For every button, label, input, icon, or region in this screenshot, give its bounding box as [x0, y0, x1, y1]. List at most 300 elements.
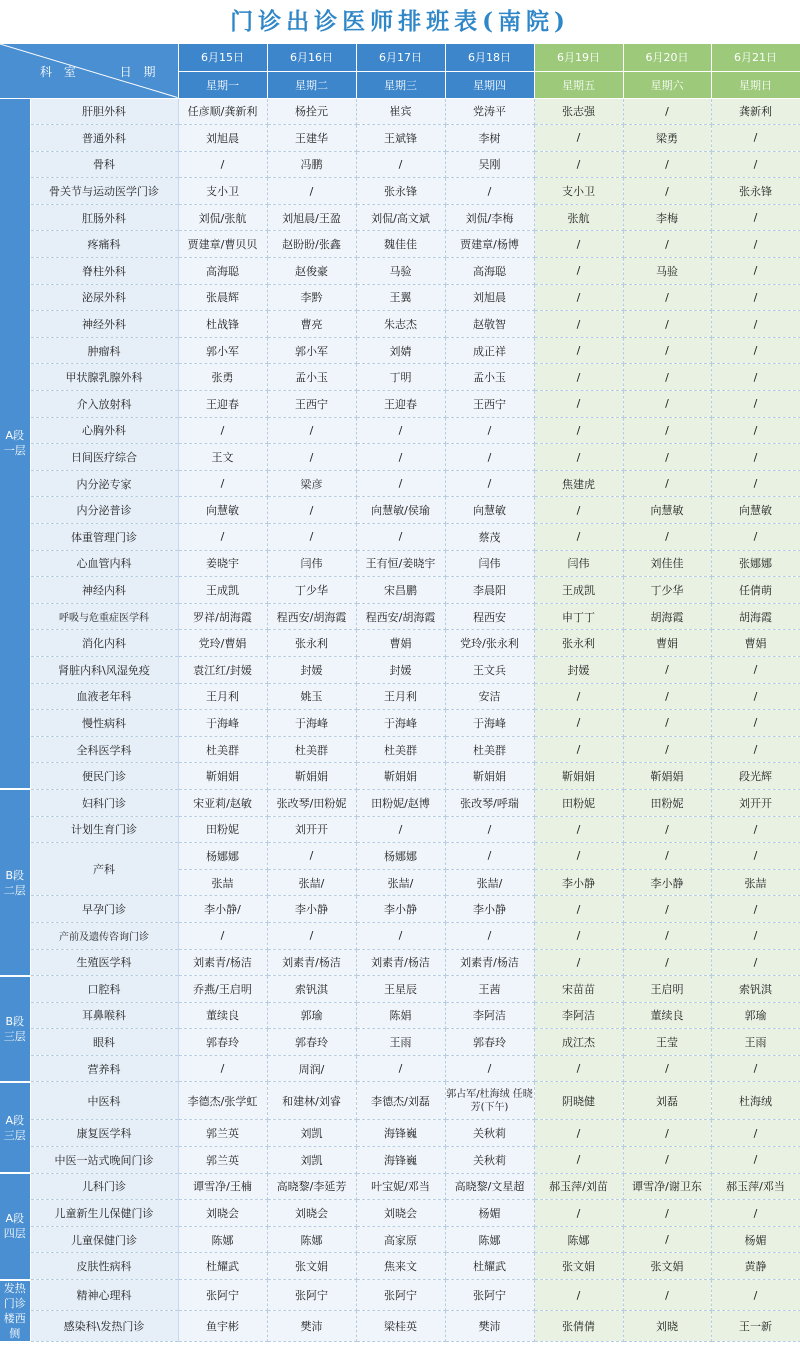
schedule-cell: 刘佳佳	[623, 550, 711, 577]
schedule-cell: 张娜娜	[711, 550, 800, 577]
department-name: 肝胆外科	[30, 98, 178, 125]
schedule-cell: 王迎春	[356, 391, 445, 418]
schedule-cell: 梁桂英	[356, 1311, 445, 1342]
schedule-cell: 梁勇	[623, 125, 711, 152]
table-row	[0, 1173, 800, 1200]
schedule-cell: 董续良	[623, 1002, 711, 1029]
department-name: 口腔科	[30, 976, 178, 1003]
schedule-cell: /	[711, 417, 800, 444]
schedule-cell: /	[711, 444, 800, 471]
schedule-cell: /	[267, 497, 356, 524]
schedule-cell: 张倩倩	[534, 1311, 623, 1342]
department-name: 肿瘤科	[30, 337, 178, 364]
schedule-cell: /	[711, 337, 800, 364]
department-name: 产科	[30, 843, 178, 896]
schedule-cell: /	[178, 470, 267, 497]
schedule-cell: 王成凯	[534, 577, 623, 604]
table-row	[0, 151, 800, 178]
schedule-cell: /	[445, 816, 534, 843]
schedule-cell: 王莹	[623, 1029, 711, 1056]
schedule-cell: 郭占军/杜海绒 任晓芳(下午)	[445, 1082, 534, 1120]
schedule-cell: /	[445, 417, 534, 444]
schedule-cell: 刘素青/杨洁	[178, 949, 267, 976]
schedule-cell: 刘晓会	[267, 1200, 356, 1227]
schedule-cell: 朱志杰	[356, 311, 445, 338]
schedule-cell: /	[711, 258, 800, 285]
schedule-cell: /	[623, 1200, 711, 1227]
schedule-cell: 张阿宁	[267, 1280, 356, 1311]
schedule-cell: 海锋巍	[356, 1147, 445, 1174]
schedule-cell: /	[534, 896, 623, 923]
schedule-cell: 于海峰	[267, 710, 356, 737]
schedule-cell: 成江杰	[534, 1029, 623, 1056]
schedule-cell: 李阿洁	[534, 1002, 623, 1029]
schedule-cell: 王成凯	[178, 577, 267, 604]
schedule-cell: /	[534, 151, 623, 178]
table-row	[0, 710, 800, 737]
schedule-cell: 刘侃/李梅	[445, 204, 534, 231]
schedule-cell: /	[711, 470, 800, 497]
table-row	[0, 1082, 800, 1120]
schedule-cell: 任倩萌	[711, 577, 800, 604]
department-name: 日间医疗综合	[30, 444, 178, 471]
schedule-cell: 张勇	[178, 364, 267, 391]
schedule-cell: /	[356, 816, 445, 843]
schedule-cell: /	[711, 151, 800, 178]
table-row	[0, 763, 800, 790]
schedule-cell: 张永利	[267, 630, 356, 657]
schedule-cell: 靳娟娟	[623, 763, 711, 790]
schedule-cell: 郭春玲	[178, 1029, 267, 1056]
schedule-cell: 封媛	[267, 656, 356, 683]
schedule-cell: 安洁	[445, 683, 534, 710]
table-row	[0, 311, 800, 338]
table-row	[0, 1055, 800, 1082]
section-label: B段三层	[0, 976, 30, 1082]
schedule-cell: 罗祥/胡海霞	[178, 603, 267, 630]
department-name: 耳鼻喉科	[30, 1002, 178, 1029]
schedule-cell: /	[445, 843, 534, 870]
schedule-cell: 王西宁	[267, 391, 356, 418]
table-row	[0, 231, 800, 258]
department-name: 中医科	[30, 1082, 178, 1120]
dept-header-label: 科 室	[40, 65, 80, 79]
table-row	[0, 789, 800, 816]
table-row	[0, 843, 800, 870]
schedule-cell: 王月利	[356, 683, 445, 710]
schedule-cell: 张喆/	[267, 869, 356, 896]
table-row	[0, 98, 800, 125]
schedule-cell: 刘开开	[267, 816, 356, 843]
schedule-cell: /	[534, 683, 623, 710]
schedule-cell: 王月利	[178, 683, 267, 710]
schedule-cell: /	[534, 710, 623, 737]
schedule-cell: /	[445, 470, 534, 497]
schedule-cell: 刘晓	[623, 1311, 711, 1342]
schedule-cell: /	[267, 843, 356, 870]
schedule-cell: /	[356, 524, 445, 551]
table-row	[0, 258, 800, 285]
schedule-cell: 吴刚	[445, 151, 534, 178]
table-row	[0, 337, 800, 364]
schedule-cell: 张永利	[534, 630, 623, 657]
schedule-cell: 李黔	[267, 284, 356, 311]
section-label: A段一层	[0, 98, 30, 789]
table-row	[0, 896, 800, 923]
schedule-cell: 高海聪	[178, 258, 267, 285]
schedule-cell: 王迎春	[178, 391, 267, 418]
schedule-cell: 任彦顺/龚新利	[178, 98, 267, 125]
schedule-cell: /	[711, 736, 800, 763]
schedule-cell: 郭春玲	[267, 1029, 356, 1056]
schedule-cell: 索钒淇	[267, 976, 356, 1003]
schedule-cell: 袁江红/封媛	[178, 656, 267, 683]
schedule-cell: /	[711, 204, 800, 231]
section-label: B段二层	[0, 789, 30, 975]
schedule-cell: /	[534, 258, 623, 285]
schedule-cell: /	[534, 736, 623, 763]
schedule-cell: 支小卫	[534, 178, 623, 205]
schedule-cell: /	[711, 1280, 800, 1311]
schedule-cell: 魏佳佳	[356, 231, 445, 258]
schedule-cell: /	[534, 364, 623, 391]
schedule-cell: 杨媚	[711, 1226, 800, 1253]
schedule-cell: 杨娜娜	[356, 843, 445, 870]
schedule-cell: 李小静	[356, 896, 445, 923]
schedule-cell: 李小静	[267, 896, 356, 923]
schedule-cell: 崔宾	[356, 98, 445, 125]
schedule-cell: /	[711, 843, 800, 870]
schedule-cell: 董续良	[178, 1002, 267, 1029]
schedule-cell: /	[623, 524, 711, 551]
schedule-cell: /	[534, 843, 623, 870]
schedule-cell: 郭瑜	[267, 1002, 356, 1029]
schedule-cell: 张改琴/田粉妮	[267, 789, 356, 816]
schedule-cell: 杜美群	[356, 736, 445, 763]
schedule-cell: 杨媚	[445, 1200, 534, 1227]
department-name: 眼科	[30, 1029, 178, 1056]
date-header: 6月15日	[178, 44, 267, 71]
schedule-cell: 郭小军	[178, 337, 267, 364]
department-name: 全科医学科	[30, 736, 178, 763]
schedule-cell: 赵盼盼/张鑫	[267, 231, 356, 258]
schedule-cell: 张阿宁	[178, 1280, 267, 1311]
schedule-cell: 程西安/胡海霞	[267, 603, 356, 630]
schedule-cell: 黄静	[711, 1253, 800, 1280]
schedule-cell: /	[711, 284, 800, 311]
schedule-cell: 刘旭晨/王盈	[267, 204, 356, 231]
schedule-cell: /	[445, 444, 534, 471]
schedule-cell: /	[178, 922, 267, 949]
schedule-cell: 封媛	[356, 656, 445, 683]
schedule-cell: 王文	[178, 444, 267, 471]
schedule-cell: /	[534, 391, 623, 418]
table-row	[0, 1200, 800, 1227]
schedule-cell: 樊沛	[267, 1311, 356, 1342]
schedule-cell: 李树	[445, 125, 534, 152]
table-row	[0, 524, 800, 551]
schedule-cell: 刘侃/高文斌	[356, 204, 445, 231]
table-row	[0, 1311, 800, 1342]
schedule-cell: 张喆/	[445, 869, 534, 896]
schedule-cell: /	[356, 151, 445, 178]
schedule-cell: 谭雪净/王楠	[178, 1173, 267, 1200]
schedule-cell: 曹娟	[356, 630, 445, 657]
table-row	[0, 683, 800, 710]
weekday-header: 星期日	[711, 71, 800, 98]
schedule-cell: 冯鹏	[267, 151, 356, 178]
schedule-cell: 曹亮	[267, 311, 356, 338]
table-row	[0, 577, 800, 604]
schedule-cell: /	[623, 417, 711, 444]
schedule-cell: /	[711, 125, 800, 152]
schedule-cell: /	[711, 1055, 800, 1082]
department-name: 皮肤性病科	[30, 1253, 178, 1280]
schedule-cell: /	[178, 1055, 267, 1082]
schedule-cell: 赵敬智	[445, 311, 534, 338]
schedule-cell: 马验	[356, 258, 445, 285]
schedule-cell: 郝玉萍/刘苗	[534, 1173, 623, 1200]
schedule-cell: /	[534, 125, 623, 152]
schedule-cell: /	[711, 1200, 800, 1227]
schedule-cell: 王雨	[356, 1029, 445, 1056]
department-name: 心血管内科	[30, 550, 178, 577]
schedule-cell: 靳娟娟	[356, 763, 445, 790]
schedule-cell: 申丁丁	[534, 603, 623, 630]
schedule-cell: /	[534, 497, 623, 524]
date-header-label: 日 期	[119, 65, 160, 79]
header-corner	[0, 44, 178, 98]
table-row	[0, 444, 800, 471]
table-row	[0, 1029, 800, 1056]
department-name: 妇科门诊	[30, 789, 178, 816]
schedule-cell: /	[711, 896, 800, 923]
department-name: 便民门诊	[30, 763, 178, 790]
department-name: 甲状腺乳腺外科	[30, 364, 178, 391]
schedule-cell: 索钒淇	[711, 976, 800, 1003]
schedule-cell: /	[623, 683, 711, 710]
date-header: 6月16日	[267, 44, 356, 71]
department-name: 儿科门诊	[30, 1173, 178, 1200]
department-name: 中医一站式晚间门诊	[30, 1147, 178, 1174]
department-name: 计划生育门诊	[30, 816, 178, 843]
table-row	[0, 949, 800, 976]
date-header: 6月17日	[356, 44, 445, 71]
schedule-cell: 王茜	[445, 976, 534, 1003]
department-name: 康复医学科	[30, 1120, 178, 1147]
department-name: 疼痛科	[30, 231, 178, 258]
schedule-cell: 成正祥	[445, 337, 534, 364]
schedule-cell: 张晨辉	[178, 284, 267, 311]
schedule-cell: 向慧敏	[623, 497, 711, 524]
schedule-cell: /	[178, 417, 267, 444]
schedule-cell: /	[534, 417, 623, 444]
section-label: A段四层	[0, 1173, 30, 1279]
schedule-cell: 张阿宁	[445, 1280, 534, 1311]
schedule-cell: 贾建章/杨博	[445, 231, 534, 258]
schedule-cell: /	[623, 949, 711, 976]
schedule-cell: 闫伟	[445, 550, 534, 577]
schedule-cell: 曹娟	[623, 630, 711, 657]
schedule-cell: /	[711, 311, 800, 338]
schedule-cell: 龚新利	[711, 98, 800, 125]
table-row	[0, 656, 800, 683]
schedule-cell: 田粉妮	[534, 789, 623, 816]
schedule-cell: /	[534, 1280, 623, 1311]
schedule-cell: /	[623, 736, 711, 763]
schedule-cell: 刘凯	[267, 1147, 356, 1174]
schedule-cell: /	[623, 896, 711, 923]
schedule-cell: /	[623, 1120, 711, 1147]
schedule-cell: /	[534, 949, 623, 976]
schedule-cell: 张永锋	[711, 178, 800, 205]
schedule-cell: 刘凯	[267, 1120, 356, 1147]
schedule-cell: /	[356, 470, 445, 497]
page-title: 门诊出诊医师排班表(南院)	[230, 8, 570, 35]
date-header: 6月19日	[534, 44, 623, 71]
schedule-cell: 蔡茂	[445, 524, 534, 551]
schedule-cell: /	[356, 1055, 445, 1082]
schedule-cell: /	[623, 98, 711, 125]
schedule-cell: 刘素青/杨洁	[356, 949, 445, 976]
schedule-cell: /	[623, 178, 711, 205]
table-row	[0, 603, 800, 630]
schedule-cell: /	[623, 311, 711, 338]
schedule-cell: 丁少华	[623, 577, 711, 604]
schedule-cell: 刘婧	[356, 337, 445, 364]
schedule-cell: 张永锋	[356, 178, 445, 205]
schedule-cell: 杜耀武	[445, 1253, 534, 1280]
schedule-cell: 高海聪	[445, 258, 534, 285]
schedule-cell: 海锋巍	[356, 1120, 445, 1147]
department-name: 血液老年科	[30, 683, 178, 710]
section-label: 发热门诊楼西侧	[0, 1280, 30, 1342]
schedule-cell: 孟小玉	[445, 364, 534, 391]
department-name: 普通外科	[30, 125, 178, 152]
date-header: 6月18日	[445, 44, 534, 71]
schedule-cell: 向慧敏	[445, 497, 534, 524]
weekday-header: 星期六	[623, 71, 711, 98]
schedule-cell: /	[534, 922, 623, 949]
schedule-cell: 郭兰英	[178, 1147, 267, 1174]
schedule-cell: /	[534, 311, 623, 338]
department-name: 内分泌专家	[30, 470, 178, 497]
schedule-cell: 郭春玲	[445, 1029, 534, 1056]
table-row	[0, 284, 800, 311]
table-row	[0, 470, 800, 497]
schedule-cell: 贾建章/曹贝贝	[178, 231, 267, 258]
schedule-cell: 张文娟	[623, 1253, 711, 1280]
schedule-cell: 于海峰	[356, 710, 445, 737]
schedule-cell: 马验	[623, 258, 711, 285]
schedule-cell: 刘晓会	[178, 1200, 267, 1227]
schedule-cell: /	[623, 1280, 711, 1311]
department-name: 消化内科	[30, 630, 178, 657]
department-name: 精神心理科	[30, 1280, 178, 1311]
schedule-cell: 张文娟	[267, 1253, 356, 1280]
schedule-cell: 刘侃/张航	[178, 204, 267, 231]
schedule-cell: 郭兰英	[178, 1120, 267, 1147]
schedule-cell: 梁彦	[267, 470, 356, 497]
schedule-cell: /	[178, 524, 267, 551]
schedule-table	[0, 44, 800, 1343]
schedule-cell: 刘晓会	[356, 1200, 445, 1227]
schedule-cell: 王星辰	[356, 976, 445, 1003]
schedule-cell: /	[445, 922, 534, 949]
department-name: 生殖医学科	[30, 949, 178, 976]
schedule-cell: /	[623, 284, 711, 311]
schedule-cell: /	[623, 391, 711, 418]
schedule-cell: 丁少华	[267, 577, 356, 604]
schedule-body	[0, 98, 800, 1342]
department-name: 儿童新生儿保健门诊	[30, 1200, 178, 1227]
department-name: 心胸外科	[30, 417, 178, 444]
schedule-cell: 张文娟	[534, 1253, 623, 1280]
schedule-cell: /	[534, 444, 623, 471]
schedule-cell: 陈娜	[178, 1226, 267, 1253]
schedule-cell: 张喆	[178, 869, 267, 896]
table-row	[0, 1253, 800, 1280]
schedule-cell: 杜海绒	[711, 1082, 800, 1120]
schedule-cell: 靳娟娟	[267, 763, 356, 790]
department-name: 内分泌普诊	[30, 497, 178, 524]
department-name: 呼吸与危重症医学科	[30, 603, 178, 630]
schedule-cell: /	[711, 710, 800, 737]
schedule-cell: 靳娟娟	[445, 763, 534, 790]
table-row	[0, 1120, 800, 1147]
schedule-cell: /	[623, 816, 711, 843]
schedule-cell: 王雨	[711, 1029, 800, 1056]
schedule-cell: 鱼宇彬	[178, 1311, 267, 1342]
schedule-cell: 李小静	[623, 869, 711, 896]
schedule-cell: 丁明	[356, 364, 445, 391]
schedule-cell: 闫伟	[267, 550, 356, 577]
schedule-cell: /	[623, 444, 711, 471]
schedule-cell: 刘磊	[623, 1082, 711, 1120]
schedule-cell: 李小静/	[178, 896, 267, 923]
schedule-cell: 郭瑜	[711, 1002, 800, 1029]
department-name: 肾脏内科\风湿免疫	[30, 656, 178, 683]
schedule-cell: 程西安/胡海霞	[356, 603, 445, 630]
schedule-cell: 陈娜	[445, 1226, 534, 1253]
schedule-cell: 高晓黎/文星超	[445, 1173, 534, 1200]
schedule-cell: 王文兵	[445, 656, 534, 683]
schedule-cell: /	[267, 922, 356, 949]
schedule-cell: 王西宁	[445, 391, 534, 418]
schedule-cell: 李晨阳	[445, 577, 534, 604]
schedule-cell: /	[267, 417, 356, 444]
schedule-cell: /	[711, 364, 800, 391]
department-name: 介入放射科	[30, 391, 178, 418]
schedule-cell: 王启明	[623, 976, 711, 1003]
table-row	[0, 550, 800, 577]
schedule-cell: 闫伟	[534, 550, 623, 577]
schedule-cell: 谭雪净/谢卫东	[623, 1173, 711, 1200]
table-row	[0, 630, 800, 657]
schedule-cell: 王翼	[356, 284, 445, 311]
schedule-cell: /	[623, 470, 711, 497]
schedule-cell: 杜耀武	[178, 1253, 267, 1280]
schedule-cell: /	[356, 444, 445, 471]
schedule-cell: /	[445, 178, 534, 205]
schedule-cell: 王建华	[267, 125, 356, 152]
schedule-cell: /	[534, 231, 623, 258]
schedule-cell: 张喆	[711, 869, 800, 896]
table-row	[0, 178, 800, 205]
table-row	[0, 125, 800, 152]
schedule-cell: /	[534, 1120, 623, 1147]
schedule-cell: /	[623, 1055, 711, 1082]
